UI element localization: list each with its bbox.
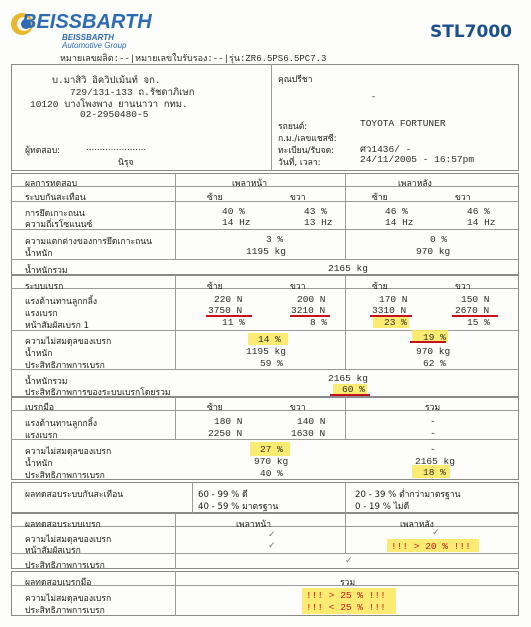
susp-fr-header: ขวา bbox=[290, 193, 306, 203]
front-grip-diff: 3 % bbox=[266, 234, 284, 245]
hb-efficiency: 40 % bbox=[260, 468, 283, 479]
plate-value: ศว1436/ - bbox=[360, 144, 412, 155]
efficiency-check-icon: ✓ bbox=[345, 556, 353, 566]
model-name: STL7000 bbox=[430, 22, 512, 42]
brake-rr-header: ขวา bbox=[455, 282, 471, 292]
rear-brake-imbalance: 19 % bbox=[423, 332, 446, 343]
overall-efficiency-label: ประสิทธิภาพการของระบบเบรกโดยรวม bbox=[25, 388, 171, 398]
hb-summary-label: ผลทดสอบเบรกมือ bbox=[25, 578, 92, 588]
vehicle-brand-label: รถยนต์: bbox=[278, 122, 308, 132]
susp-rl-hz: 14 Hz bbox=[385, 217, 414, 228]
hb-sum-imbalance: - bbox=[430, 444, 436, 455]
rear-grip-diff: 0 % bbox=[430, 234, 448, 245]
susp-rr-pct: 46 % bbox=[467, 206, 490, 217]
brake-rr-force: 2670 N bbox=[455, 305, 490, 316]
brake-rr-ratio: 15 % bbox=[467, 317, 490, 328]
brake-summary-rear: เพลาหลัง bbox=[400, 520, 434, 530]
plate-label: ทะเบียน/รับจด: bbox=[278, 146, 335, 156]
summary-imbalance-label: ความไม่สมดุลของเบรก bbox=[25, 535, 112, 545]
brake-system-label: ระบบเบรก bbox=[25, 282, 64, 292]
tester-label: ผู้ทดสอบ: bbox=[25, 146, 61, 156]
hb-summary-imbalance-label: ความไม่สมดุลของเบรก bbox=[25, 594, 112, 604]
rear-contact-warning: !!! > 20 % !!! bbox=[391, 541, 471, 552]
susp-total-weight-label: น้ำหนักรวม bbox=[25, 266, 68, 276]
chassis-label: ก.ม./เลขแชสซี: bbox=[278, 134, 337, 144]
brake-total-weight-label: น้ำหนักรวม bbox=[25, 377, 68, 387]
brake-imbalance-label: ความไม่สมดุลของเบรก bbox=[25, 337, 112, 347]
susp-fr-pct: 43 % bbox=[304, 206, 327, 217]
susp-rear-header: เพลาหลัง bbox=[398, 179, 432, 189]
attention-mark: - bbox=[372, 92, 376, 102]
hb-summary-efficiency-label: ประสิทธิภาพการเบรก bbox=[25, 606, 105, 616]
meta-line: หมายเลขผลิต:--|หมายเลขใบรับรอง:--|รุ่น:ZR6.5PS6.5PC7.3 bbox=[60, 54, 327, 64]
legend-poor: 0 - 19 % ไม่ดี bbox=[355, 502, 410, 512]
date-label: วันที่, เวลา: bbox=[278, 158, 321, 168]
susp-total-weight: 2165 kg bbox=[328, 263, 368, 274]
owner-company: บ.มาสิวิ อิควิปเม้นท์ จก. bbox=[52, 75, 161, 86]
susp-fl-header: ซ้าย bbox=[207, 193, 223, 203]
rear-brake-weight: 970 kg bbox=[416, 346, 451, 357]
hb-sum-efficiency: 18 % bbox=[423, 467, 446, 478]
susp-rl-pct: 46 % bbox=[385, 206, 408, 217]
brake-fl-ratio: 11 % bbox=[222, 317, 245, 328]
brake-weight-label: น้ำหนัก bbox=[25, 349, 53, 359]
susp-fl-hz: 14 Hz bbox=[222, 217, 251, 228]
owner-address1: 729/131-133 ถ.รัชดาภิเษก bbox=[70, 87, 195, 98]
brake-efficiency-label: ประสิทธิภาพการเบรก bbox=[25, 361, 105, 371]
handbrake-right-header: ขวา bbox=[290, 403, 306, 413]
axle-weight-label: น้ำหนัก bbox=[25, 249, 53, 259]
hb-summary-sum: รวม bbox=[340, 578, 356, 588]
overall-brake-efficiency: 60 % bbox=[342, 384, 365, 395]
hb-right-roll: 140 N bbox=[297, 416, 326, 427]
handbrake-title: เบรกมือ bbox=[25, 403, 55, 413]
date-value: 24/11/2005 - 16:57pm bbox=[360, 154, 475, 165]
susp-summary-label: ผลทดสอบระบบกันสะเทือน bbox=[25, 490, 124, 500]
handbrake-left-header: ซ้าย bbox=[207, 403, 223, 413]
legend-good: 60 - 99 % ดี bbox=[198, 490, 248, 500]
owner-address2: 10120 บางโพงพาง ยานนาวา กทม. bbox=[30, 99, 188, 110]
brake-rl-roll: 170 N bbox=[379, 294, 408, 305]
legend-below: 20 - 39 % ต่ำกว่ามาตรฐาน bbox=[355, 490, 461, 500]
brake-fr-force: 3210 N bbox=[291, 305, 326, 316]
brake-fr-roll: 200 N bbox=[297, 294, 326, 305]
susp-rl-header: ซ้าย bbox=[372, 193, 388, 203]
susp-fl-pct: 40 % bbox=[222, 206, 245, 217]
susp-rr-hz: 14 Hz bbox=[467, 217, 496, 228]
grip-diff-label: ความแตกต่างของการยึดเกาะถนน bbox=[25, 237, 153, 247]
hb-sum-force: - bbox=[430, 428, 436, 439]
vehicle-brand-value: TOYOTA FORTUNER bbox=[360, 118, 446, 129]
hb-weight: 970 kg bbox=[254, 456, 289, 467]
front-contact-check-icon: ✓ bbox=[268, 541, 276, 551]
summary-efficiency-label: ประสิทธิภาพการเบรก bbox=[25, 561, 105, 571]
front-brake-imbalance: 14 % bbox=[258, 334, 281, 345]
tester-name: นิรุจ bbox=[118, 158, 134, 168]
brake-fl-force: 3750 N bbox=[208, 305, 243, 316]
brand-name: BEISSBARTH bbox=[22, 11, 152, 33]
brake-fr-ratio: 8 % bbox=[310, 317, 328, 328]
front-axle-weight: 1195 kg bbox=[246, 246, 286, 257]
rolling-resistance-label: แรงต้านทานลูกกลิ้ง bbox=[25, 297, 98, 307]
front-imbalance-check-icon: ✓ bbox=[268, 530, 276, 540]
brake-summary-front: เพลาหน้า bbox=[236, 520, 272, 530]
hb-left-roll: 180 N bbox=[214, 416, 243, 427]
grip-label: การยึดเกาะถนน bbox=[25, 209, 85, 219]
hb-imbalance-label: ความไม่สมดุลของเบรก bbox=[25, 447, 112, 457]
susp-rr-header: ขวา bbox=[455, 193, 471, 203]
handbrake-sum-header: รวม bbox=[425, 403, 441, 413]
brake-summary-label: ผลทดสอบระบบเบรก bbox=[25, 520, 101, 530]
rear-axle-weight: 970 kg bbox=[416, 246, 451, 257]
rear-imbalance-check-icon: ✓ bbox=[432, 528, 440, 538]
brake-rl-ratio: 23 % bbox=[384, 317, 407, 328]
susp-system-label: ระบบกันสะเทือน bbox=[25, 193, 86, 203]
brake-rl-force: 3310 N bbox=[372, 305, 407, 316]
tester-dots: ...................... bbox=[86, 143, 147, 153]
hb-left-force: 2250 N bbox=[208, 428, 243, 439]
brake-fr-header: ขวา bbox=[290, 282, 306, 292]
summary-contact-label: หน้าสัมผัสเบรก bbox=[25, 546, 81, 556]
susp-front-header: เพลาหน้า bbox=[232, 179, 268, 189]
brake-force-label: แรงเบรก bbox=[25, 309, 58, 319]
freq-label: ความถี่เรโซแนนซ์ bbox=[25, 220, 93, 230]
hb-sum-roll: - bbox=[430, 416, 436, 427]
hb-weight-label: น้ำหนัก bbox=[25, 459, 53, 469]
hb-brake-force-label: แรงเบรก bbox=[25, 431, 58, 441]
hb-efficiency-label: ประสิทธิภาพการเบรก bbox=[25, 471, 105, 481]
brake-total-weight: 2165 kg bbox=[328, 373, 368, 384]
attention-label: คุณปรีชา bbox=[278, 75, 313, 85]
owner-phone: 02-2950480-5 bbox=[80, 109, 149, 120]
brake-rr-roll: 150 N bbox=[461, 294, 490, 305]
front-brake-weight: 1195 kg bbox=[246, 346, 286, 357]
hb-imbalance: 27 % bbox=[260, 444, 283, 455]
rear-brake-efficiency: 62 % bbox=[423, 358, 446, 369]
brake-fl-roll: 220 N bbox=[214, 294, 243, 305]
brake-fl-header: ซ้าย bbox=[207, 282, 223, 292]
front-brake-efficiency: 59 % bbox=[260, 358, 283, 369]
legend-standard: 40 - 59 % มาตรฐาน bbox=[198, 502, 279, 512]
susp-fr-hz: 13 Hz bbox=[304, 217, 333, 228]
hb-imbalance-warning: !!! > 25 % !!! bbox=[306, 590, 386, 601]
hb-rolling-resistance-label: แรงต้านทานลูกกลิ้ง bbox=[25, 419, 98, 429]
results-title: ผลการทดสอบ bbox=[25, 179, 78, 189]
brake-rl-header: ซ้าย bbox=[372, 282, 388, 292]
brake-contact-label: หน้าสัมผัสเบรก 1 bbox=[25, 321, 89, 331]
hb-right-force: 1630 N bbox=[291, 428, 326, 439]
brand-sub1: BEISSBARTH bbox=[62, 33, 114, 42]
brand-sub2: Automotive Group bbox=[62, 41, 127, 50]
hb-efficiency-warning: !!! < 25 % !!! bbox=[306, 602, 386, 613]
hb-sum-weight: 2165 kg bbox=[415, 456, 455, 467]
